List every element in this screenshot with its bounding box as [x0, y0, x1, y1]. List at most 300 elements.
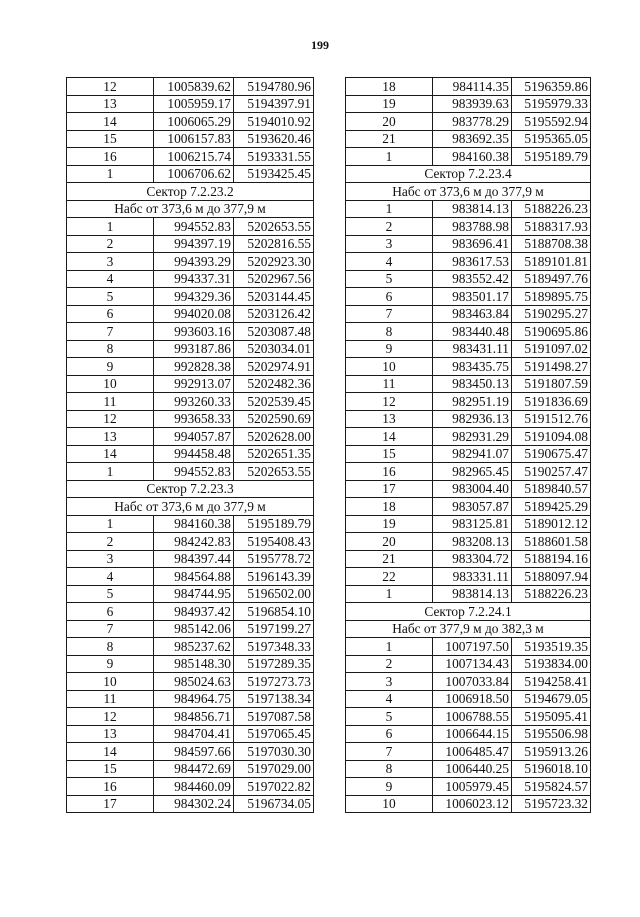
- point-number: 1: [67, 218, 154, 236]
- table-row: [346, 655, 591, 673]
- point-number: 9: [346, 778, 433, 796]
- coordinate-y: 5188317.93: [512, 218, 591, 236]
- point-number: 20: [346, 113, 433, 131]
- table-row: [346, 358, 591, 376]
- table-row: [67, 288, 314, 306]
- page-number: 199: [311, 38, 329, 52]
- point-number: 5: [67, 288, 154, 306]
- point-number: 20: [346, 533, 433, 551]
- coordinate-y: 5191512.76: [512, 410, 591, 428]
- coordinate-y: 5188226.23: [512, 200, 591, 218]
- table-row: [346, 410, 591, 428]
- table-row: [67, 148, 314, 166]
- coordinate-y: 5195189.79: [234, 515, 314, 533]
- coordinate-x: 984704.41: [154, 725, 234, 743]
- coordinate-y: 5195824.57: [512, 778, 591, 796]
- coordinate-y: 5193425.45: [234, 165, 314, 183]
- point-number: 16: [67, 778, 154, 796]
- point-number: 9: [67, 655, 154, 673]
- table-row: [346, 708, 591, 726]
- coordinate-y: 5188194.16: [512, 550, 591, 568]
- point-number: 10: [67, 673, 154, 691]
- point-number: 9: [346, 340, 433, 358]
- point-number: 1: [67, 463, 154, 481]
- point-number: 3: [346, 235, 433, 253]
- coordinate-y: 5203126.42: [234, 305, 314, 323]
- coordinate-y: 5202923.30: [234, 253, 314, 271]
- coordinate-x: 1006065.29: [154, 113, 234, 131]
- coordinate-y: 5203034.01: [234, 340, 314, 358]
- point-number: 3: [67, 550, 154, 568]
- table-row: [346, 550, 591, 568]
- point-number: 6: [346, 288, 433, 306]
- point-number: 14: [67, 445, 154, 463]
- table-row: [346, 393, 591, 411]
- table-row: [67, 795, 314, 813]
- point-number: 10: [346, 358, 433, 376]
- coordinate-x: 994057.87: [154, 428, 234, 446]
- table-row: [346, 638, 591, 656]
- coordinate-y: 5195189.79: [512, 148, 591, 166]
- table-row: [67, 743, 314, 761]
- point-number: 3: [67, 253, 154, 271]
- coordinate-y: 5190295.27: [512, 305, 591, 323]
- coordinate-x: 983057.87: [433, 498, 512, 516]
- table-row: [67, 620, 314, 638]
- table-row: [67, 270, 314, 288]
- section-header: Сектор 7.2.23.4: [346, 165, 591, 183]
- table-row: [346, 725, 591, 743]
- coordinate-y: 5202628.00: [234, 428, 314, 446]
- coordinate-y: 5196143.39: [234, 568, 314, 586]
- coordinate-y: 5191807.59: [512, 375, 591, 393]
- point-number: 2: [346, 218, 433, 236]
- coordinate-y: 5197022.82: [234, 778, 314, 796]
- coordinate-x: 1006788.55: [433, 708, 512, 726]
- point-number: 15: [346, 445, 433, 463]
- coordinate-y: 5195506.98: [512, 725, 591, 743]
- coordinate-x: 1006023.12: [433, 795, 512, 813]
- table-row: [67, 533, 314, 551]
- coordinate-x: 983304.72: [433, 550, 512, 568]
- table-row: [67, 113, 314, 131]
- coordinate-x: 1005839.62: [154, 78, 234, 96]
- coordinate-y: 5194258.41: [512, 673, 591, 691]
- coordinate-x: 984460.09: [154, 778, 234, 796]
- point-number: 2: [67, 235, 154, 253]
- coordinate-y: 5195913.26: [512, 743, 591, 761]
- coordinate-y: 5197273.73: [234, 673, 314, 691]
- coordinate-x: 984937.42: [154, 603, 234, 621]
- section-header-row: [346, 620, 591, 638]
- table-row: [67, 603, 314, 621]
- coordinate-y: 5195408.43: [234, 533, 314, 551]
- coordinate-y: 5197348.33: [234, 638, 314, 656]
- point-number: 1: [67, 165, 154, 183]
- table-row: [67, 78, 314, 96]
- coordinate-x: 1007197.50: [433, 638, 512, 656]
- table-row: [346, 795, 591, 813]
- table-row: [67, 690, 314, 708]
- coordinate-y: 5191097.02: [512, 340, 591, 358]
- point-number: 6: [346, 725, 433, 743]
- point-number: 12: [67, 410, 154, 428]
- table-row: [346, 235, 591, 253]
- table-row: [67, 235, 314, 253]
- point-number: 4: [346, 253, 433, 271]
- coordinate-y: 5193834.00: [512, 655, 591, 673]
- coordinates-table-left: [66, 77, 314, 813]
- coordinate-y: 5196854.10: [234, 603, 314, 621]
- table-row: [67, 638, 314, 656]
- coordinate-x: 983435.75: [433, 358, 512, 376]
- coordinate-x: 985024.63: [154, 673, 234, 691]
- coordinate-y: 5197030.30: [234, 743, 314, 761]
- point-number: 5: [346, 708, 433, 726]
- coordinate-y: 5189840.57: [512, 480, 591, 498]
- coordinate-y: 5202482.36: [234, 375, 314, 393]
- coordinate-x: 984160.38: [154, 515, 234, 533]
- table-row: [67, 585, 314, 603]
- coordinate-x: 994393.29: [154, 253, 234, 271]
- table-row: [346, 568, 591, 586]
- table-row: [346, 463, 591, 481]
- coordinate-x: 983004.40: [433, 480, 512, 498]
- coordinate-x: 982951.19: [433, 393, 512, 411]
- coordinate-x: 983814.13: [433, 200, 512, 218]
- table-row: [346, 743, 591, 761]
- coordinate-x: 983208.13: [433, 533, 512, 551]
- table-row: [346, 200, 591, 218]
- section-header-row: [346, 183, 591, 201]
- point-number: 11: [346, 375, 433, 393]
- coordinate-y: 5196734.05: [234, 795, 314, 813]
- point-number: 4: [67, 270, 154, 288]
- coordinate-x: 993603.16: [154, 323, 234, 341]
- coordinate-x: 984397.44: [154, 550, 234, 568]
- table-row: [346, 340, 591, 358]
- section-header-row: [67, 183, 314, 201]
- point-number: 19: [346, 515, 433, 533]
- coordinate-y: 5197065.45: [234, 725, 314, 743]
- coordinates-table-right: [345, 77, 591, 813]
- point-number: 4: [67, 568, 154, 586]
- coordinate-x: 1006157.83: [154, 130, 234, 148]
- table-row: [67, 165, 314, 183]
- coordinate-x: 994329.36: [154, 288, 234, 306]
- table-row: [346, 130, 591, 148]
- coordinate-x: 994020.08: [154, 305, 234, 323]
- coordinate-x: 982931.29: [433, 428, 512, 446]
- table-row: [346, 778, 591, 796]
- coordinate-x: 984744.95: [154, 585, 234, 603]
- coordinate-x: 983331.11: [433, 568, 512, 586]
- coordinate-y: 5195365.05: [512, 130, 591, 148]
- coordinate-y: 5188601.58: [512, 533, 591, 551]
- coordinate-x: 983788.98: [433, 218, 512, 236]
- point-number: 12: [346, 393, 433, 411]
- point-number: 8: [346, 323, 433, 341]
- coordinate-x: 985142.06: [154, 620, 234, 638]
- table-row: [346, 288, 591, 306]
- coordinate-x: 984302.24: [154, 795, 234, 813]
- coordinate-x: 994458.48: [154, 445, 234, 463]
- coordinate-x: 982941.07: [433, 445, 512, 463]
- coordinate-y: 5190695.86: [512, 323, 591, 341]
- point-number: 14: [346, 428, 433, 446]
- coordinate-x: 1005979.45: [433, 778, 512, 796]
- point-number: 5: [346, 270, 433, 288]
- point-number: 7: [67, 323, 154, 341]
- coordinate-x: 984564.88: [154, 568, 234, 586]
- coordinate-y: 5189101.81: [512, 253, 591, 271]
- point-number: 10: [67, 375, 154, 393]
- coordinate-x: 983778.29: [433, 113, 512, 131]
- table-row: [67, 95, 314, 113]
- point-number: 17: [346, 480, 433, 498]
- point-number: 11: [67, 393, 154, 411]
- coordinate-y: 5193519.35: [512, 638, 591, 656]
- section-header: Сектор 7.2.23.3: [67, 480, 314, 498]
- point-number: 2: [67, 533, 154, 551]
- coordinate-x: 994337.31: [154, 270, 234, 288]
- coordinate-x: 984472.69: [154, 760, 234, 778]
- point-number: 4: [346, 690, 433, 708]
- table-row: [67, 760, 314, 778]
- coordinate-y: 5195723.32: [512, 795, 591, 813]
- table-row: [67, 358, 314, 376]
- table-row: [346, 375, 591, 393]
- point-number: 21: [346, 550, 433, 568]
- table-row: [346, 428, 591, 446]
- section-header-row: [67, 498, 314, 516]
- point-number: 15: [67, 130, 154, 148]
- coordinate-x: 1006485.47: [433, 743, 512, 761]
- point-number: 11: [67, 690, 154, 708]
- section-header-row: [346, 603, 591, 621]
- coordinate-y: 5202974.91: [234, 358, 314, 376]
- point-number: 21: [346, 130, 433, 148]
- point-number: 8: [67, 340, 154, 358]
- coordinate-y: 5193331.55: [234, 148, 314, 166]
- table-row: [67, 410, 314, 428]
- point-number: 10: [346, 795, 433, 813]
- point-number: 8: [67, 638, 154, 656]
- table-row: [346, 113, 591, 131]
- point-number: 13: [346, 410, 433, 428]
- point-number: 16: [346, 463, 433, 481]
- point-number: 6: [67, 603, 154, 621]
- table-row: [346, 673, 591, 691]
- coordinate-y: 5188226.23: [512, 585, 591, 603]
- coordinate-x: 984242.83: [154, 533, 234, 551]
- coordinate-y: 5191836.69: [512, 393, 591, 411]
- coordinate-x: 992828.38: [154, 358, 234, 376]
- point-number: 1: [346, 585, 433, 603]
- point-number: 7: [67, 620, 154, 638]
- coordinate-x: 983440.48: [433, 323, 512, 341]
- coordinate-x: 984964.75: [154, 690, 234, 708]
- coordinate-x: 1006918.50: [433, 690, 512, 708]
- coordinate-x: 983696.41: [433, 235, 512, 253]
- table-row: [67, 323, 314, 341]
- table-row: [67, 445, 314, 463]
- table-row: [346, 515, 591, 533]
- table-row: [67, 253, 314, 271]
- coordinate-y: 5190675.47: [512, 445, 591, 463]
- table-row: [67, 550, 314, 568]
- coordinate-y: 5190257.47: [512, 463, 591, 481]
- coordinate-y: 5203087.48: [234, 323, 314, 341]
- point-number: 1: [67, 515, 154, 533]
- table-row: [346, 690, 591, 708]
- coordinate-y: 5202653.55: [234, 463, 314, 481]
- table-row: [346, 498, 591, 516]
- coordinate-x: 993187.86: [154, 340, 234, 358]
- coordinate-y: 5197087.58: [234, 708, 314, 726]
- coordinate-y: 5196359.86: [512, 78, 591, 96]
- point-number: 16: [67, 148, 154, 166]
- point-number: 19: [346, 95, 433, 113]
- point-number: 1: [346, 148, 433, 166]
- table-row: [67, 725, 314, 743]
- coordinate-y: 5196018.10: [512, 760, 591, 778]
- table-row: [67, 305, 314, 323]
- coordinate-x: 994397.19: [154, 235, 234, 253]
- coordinate-x: 983501.17: [433, 288, 512, 306]
- point-number: 13: [67, 428, 154, 446]
- coordinate-x: 1007033.84: [433, 673, 512, 691]
- section-header-row: [67, 480, 314, 498]
- section-header-row: [67, 200, 314, 218]
- coordinate-x: 983463.84: [433, 305, 512, 323]
- coordinate-y: 5195778.72: [234, 550, 314, 568]
- point-number: 13: [67, 95, 154, 113]
- table-row: [346, 95, 591, 113]
- coordinate-y: 5197199.27: [234, 620, 314, 638]
- point-number: 1: [346, 200, 433, 218]
- section-header: Набс от 373,6 м до 377,9 м: [67, 200, 314, 218]
- coordinate-x: 984114.35: [433, 78, 512, 96]
- coordinate-y: 5193620.46: [234, 130, 314, 148]
- coordinate-y: 5194397.91: [234, 95, 314, 113]
- table-row: [67, 708, 314, 726]
- coordinate-x: 993658.33: [154, 410, 234, 428]
- coordinate-y: 5189012.12: [512, 515, 591, 533]
- section-header-row: [346, 165, 591, 183]
- point-number: 18: [346, 498, 433, 516]
- point-number: 8: [346, 760, 433, 778]
- coordinate-x: 984856.71: [154, 708, 234, 726]
- coordinate-x: 985237.62: [154, 638, 234, 656]
- table-row: [346, 760, 591, 778]
- coordinate-y: 5188097.94: [512, 568, 591, 586]
- point-number: 3: [346, 673, 433, 691]
- point-number: 2: [346, 655, 433, 673]
- table-row: [67, 130, 314, 148]
- coordinate-y: 5189497.76: [512, 270, 591, 288]
- coordinate-x: 983692.35: [433, 130, 512, 148]
- point-number: 17: [67, 795, 154, 813]
- table-row: [346, 585, 591, 603]
- point-number: 7: [346, 743, 433, 761]
- table-row: [346, 148, 591, 166]
- coordinate-x: 993260.33: [154, 393, 234, 411]
- table-row: [346, 253, 591, 271]
- coordinate-x: 982936.13: [433, 410, 512, 428]
- point-number: 12: [67, 708, 154, 726]
- table-row: [346, 270, 591, 288]
- coordinate-y: 5197029.00: [234, 760, 314, 778]
- coordinate-x: 983617.53: [433, 253, 512, 271]
- coordinate-y: 5191094.08: [512, 428, 591, 446]
- point-number: 7: [346, 305, 433, 323]
- coordinate-x: 983939.63: [433, 95, 512, 113]
- section-header: Набс от 373,6 м до 377,9 м: [346, 183, 591, 201]
- table-row: [346, 533, 591, 551]
- table-row: [67, 393, 314, 411]
- point-number: 9: [67, 358, 154, 376]
- coordinate-x: 1005959.17: [154, 95, 234, 113]
- point-number: 14: [67, 113, 154, 131]
- coordinate-x: 1007134.43: [433, 655, 512, 673]
- point-number: 6: [67, 305, 154, 323]
- table-row: [67, 673, 314, 691]
- section-header: Сектор 7.2.24.1: [346, 603, 591, 621]
- table-row: [67, 340, 314, 358]
- table-row: [346, 323, 591, 341]
- point-number: 22: [346, 568, 433, 586]
- coordinate-x: 994552.83: [154, 218, 234, 236]
- coordinate-y: 5202967.56: [234, 270, 314, 288]
- coordinate-y: 5194010.92: [234, 113, 314, 131]
- point-number: 5: [67, 585, 154, 603]
- coordinate-x: 983450.13: [433, 375, 512, 393]
- coordinate-x: 985148.30: [154, 655, 234, 673]
- table-row: [67, 515, 314, 533]
- coordinate-x: 983552.42: [433, 270, 512, 288]
- coordinate-x: 992913.07: [154, 375, 234, 393]
- table-row: [346, 218, 591, 236]
- coordinate-y: 5189895.75: [512, 288, 591, 306]
- coordinate-y: 5203144.45: [234, 288, 314, 306]
- coordinate-y: 5191498.27: [512, 358, 591, 376]
- coordinate-y: 5197138.34: [234, 690, 314, 708]
- coordinate-y: 5194780.96: [234, 78, 314, 96]
- table-row: [346, 445, 591, 463]
- coordinate-y: 5202539.45: [234, 393, 314, 411]
- coordinate-y: 5195592.94: [512, 113, 591, 131]
- point-number: 12: [67, 78, 154, 96]
- table-row: [346, 78, 591, 96]
- coordinate-x: 983431.11: [433, 340, 512, 358]
- section-header: Набс от 377,9 м до 382,3 м: [346, 620, 591, 638]
- table-row: [67, 778, 314, 796]
- coordinate-x: 1006706.62: [154, 165, 234, 183]
- table-row: [67, 218, 314, 236]
- coordinate-y: 5188708.38: [512, 235, 591, 253]
- table-row: [67, 463, 314, 481]
- coordinate-y: 5202816.55: [234, 235, 314, 253]
- coordinate-y: 5194679.05: [512, 690, 591, 708]
- table-row: [67, 428, 314, 446]
- section-header: Сектор 7.2.23.2: [67, 183, 314, 201]
- coordinate-x: 1006644.15: [433, 725, 512, 743]
- coordinate-x: 984597.66: [154, 743, 234, 761]
- table-row: [346, 305, 591, 323]
- table-row: [67, 655, 314, 673]
- coordinate-y: 5202653.55: [234, 218, 314, 236]
